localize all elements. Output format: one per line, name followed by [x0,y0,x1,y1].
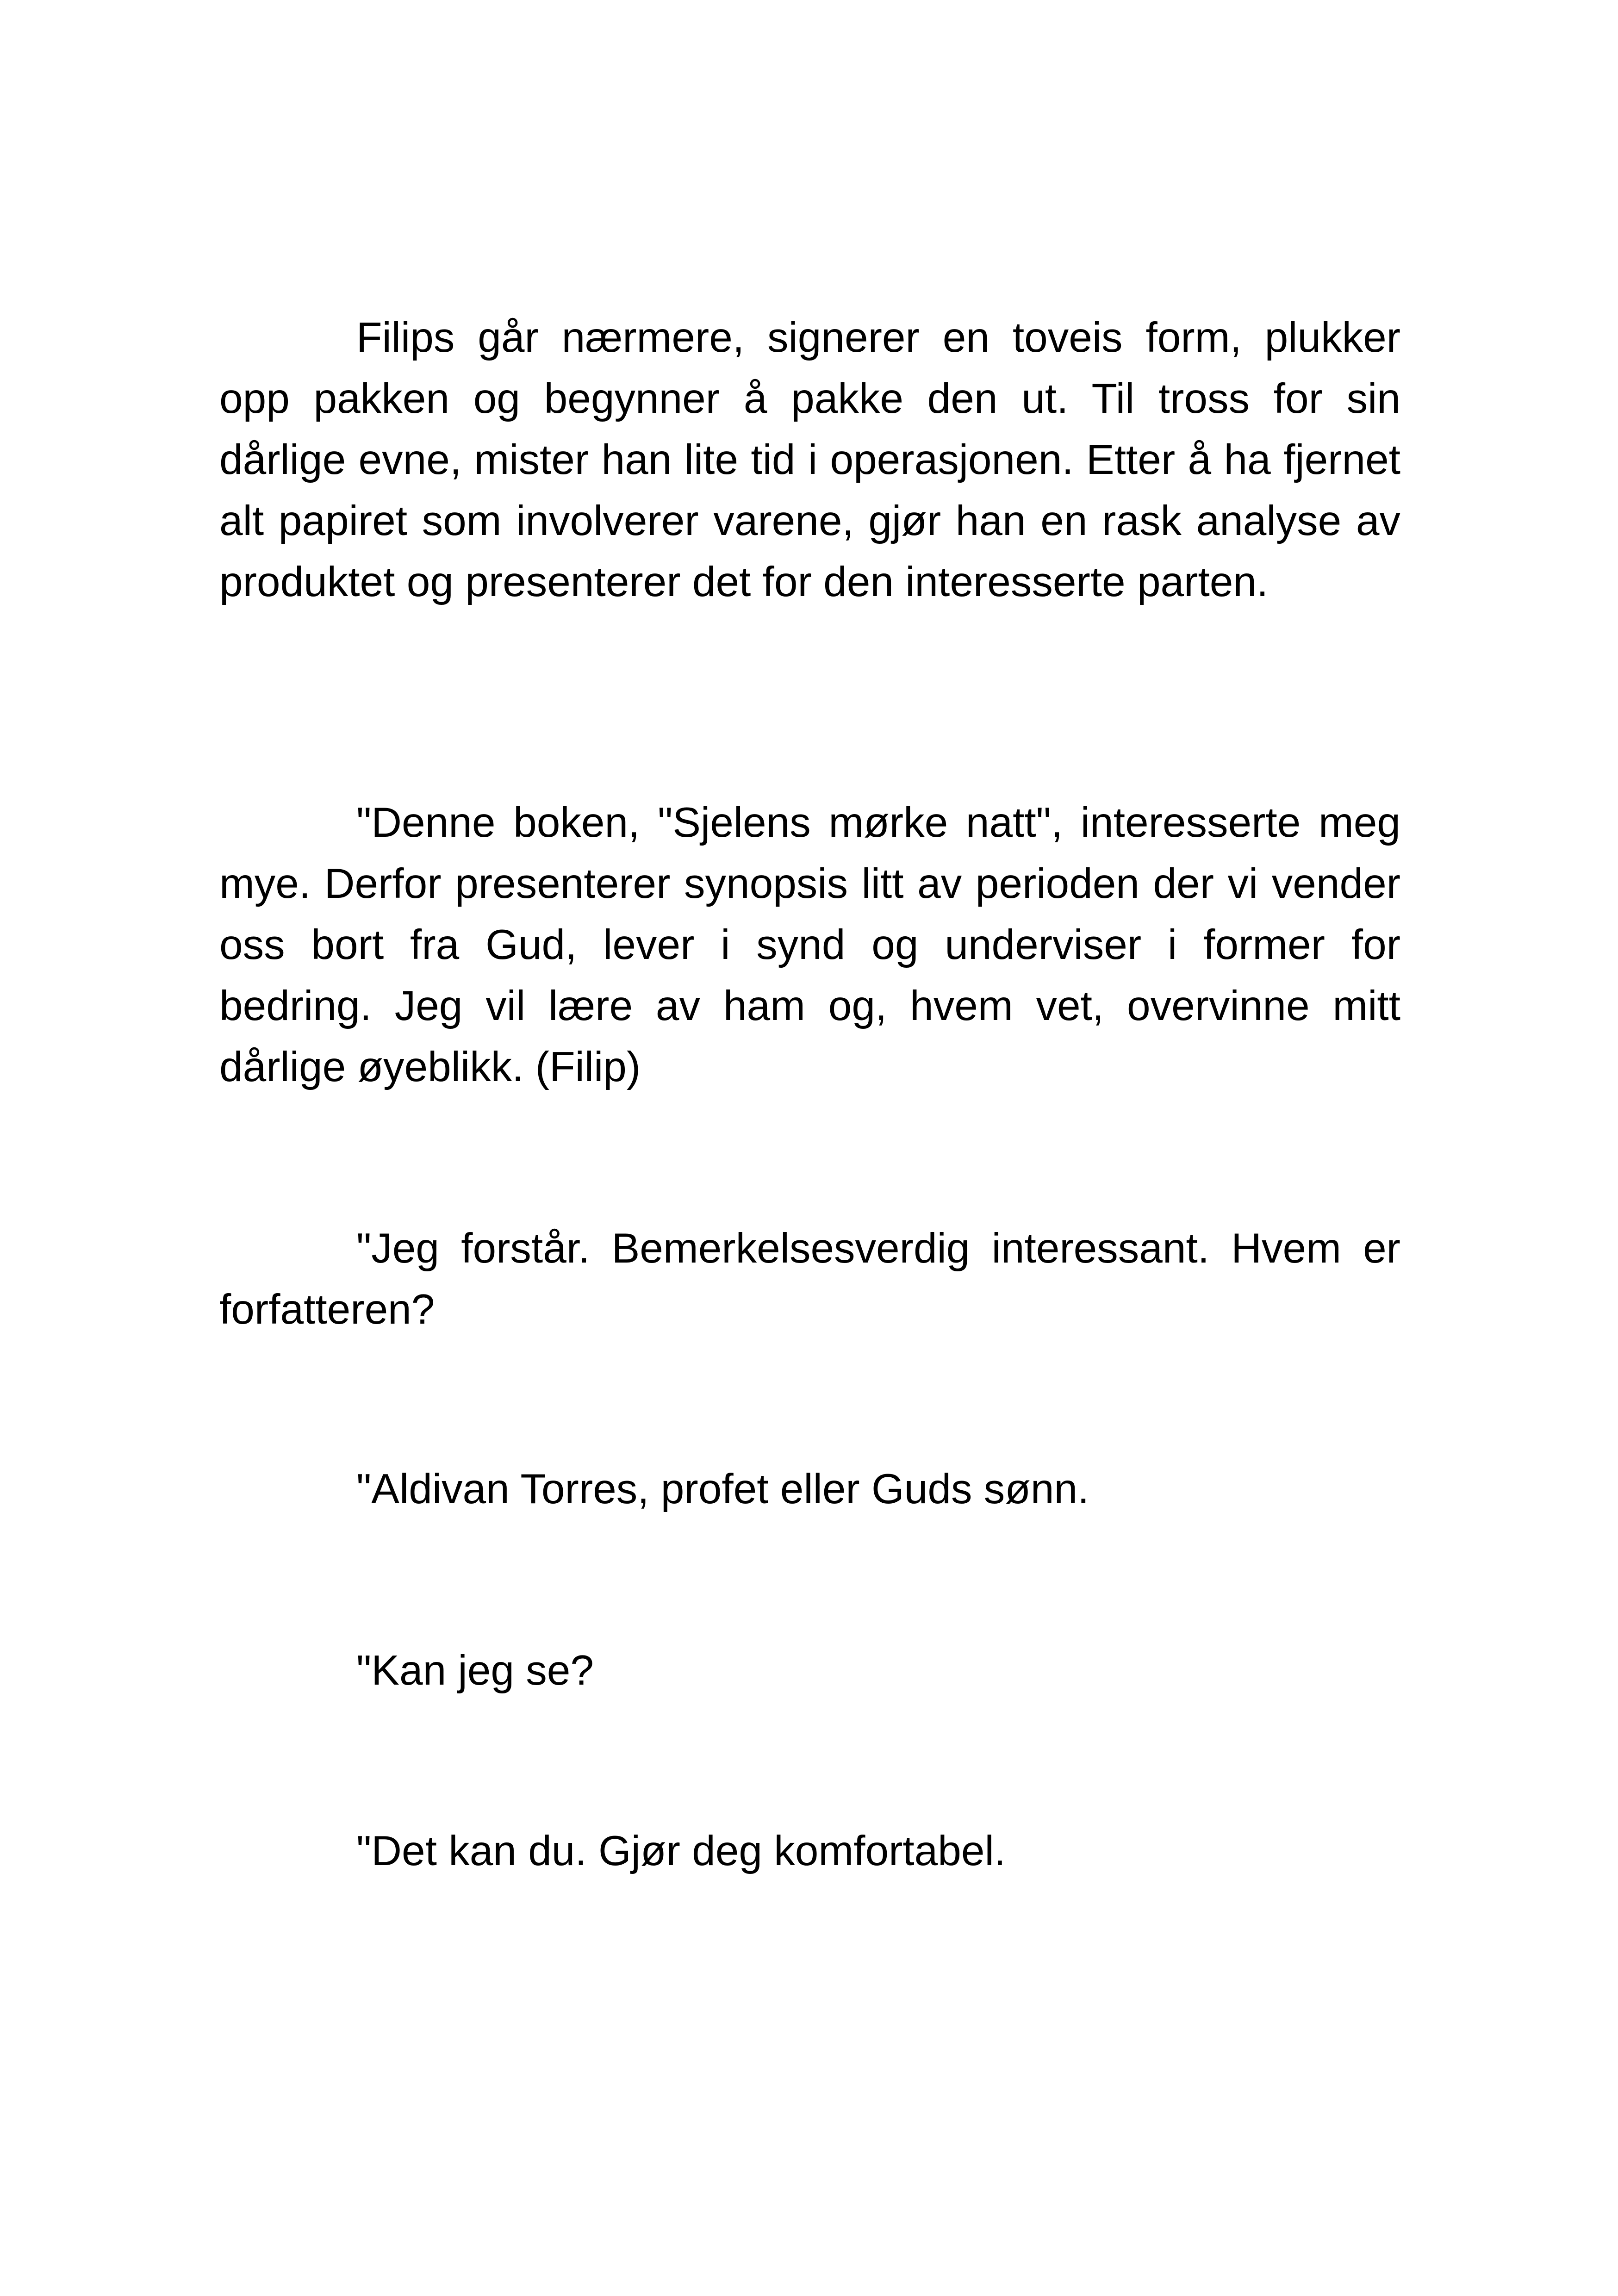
paragraph-dialogue-request: "Kan jeg se? [356,1647,594,1694]
paragraph-dialogue-filip: "Denne boken, "Sjelens mørke natt", interesserte meg mye. Derfor presenterer synopsis litt av perioden der vi vender oss bort fra Gud, lever i synd og underviser i former for bedring. Jeg vil lære av ham og, hvem vet, overvinne mitt dårlige øyeblikk. (Filip) [219,799,1400,1090]
paragraph-dialogue-question: "Jeg forstår. Bemerkelsesverdig interessant. Hvem er forfatteren? [219,1225,1400,1333]
paragraph-dialogue-author: "Aldivan Torres, profet eller Guds sønn. [356,1466,1089,1512]
paragraph-narration: Filips går nærmere, signerer en toveis form, plukker opp pakken og begynner å pakke den ut. Til tross for sin dårlige evne, mister han lite tid i operasjonen. Etter å ha fjernet alt papiret som involverer varene, gjør han en rask analyse av produktet og presenterer det for den interesserte parten. [219,314,1400,605]
paragraph-dialogue-reply: "Det kan du. Gjør deg komfortabel. [356,1828,1006,1874]
